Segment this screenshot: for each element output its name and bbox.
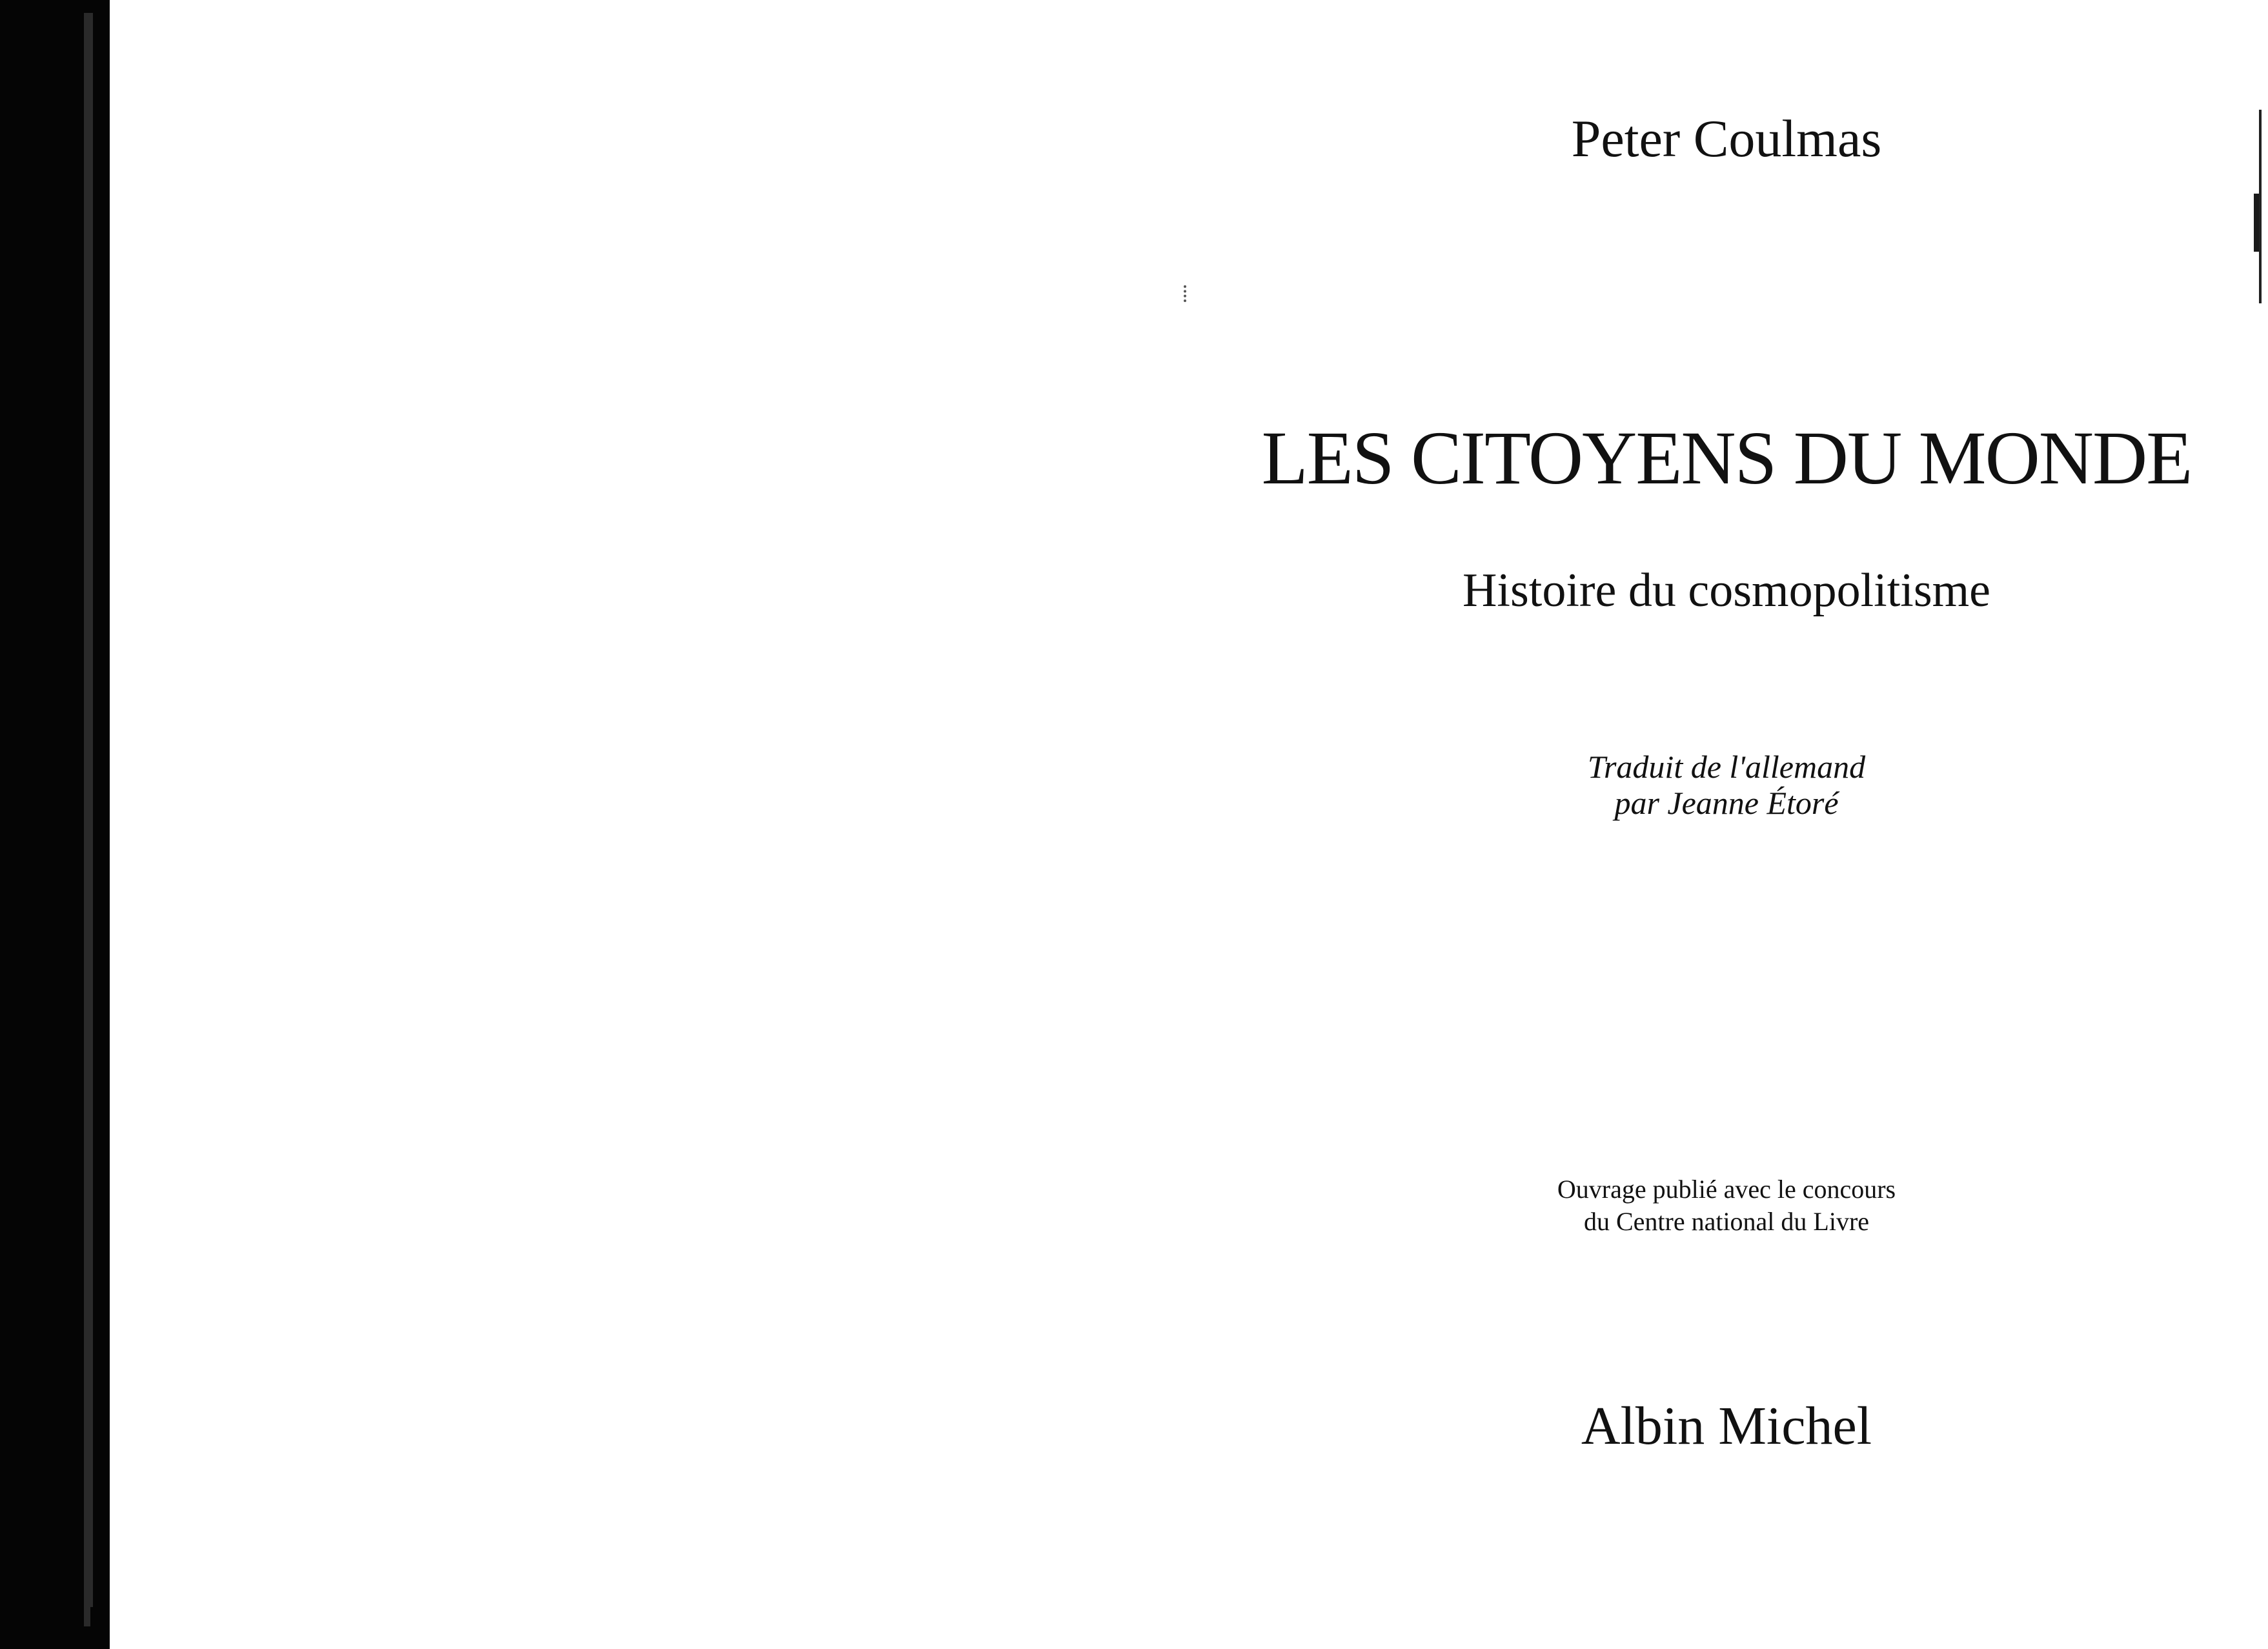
scan-binding-edge bbox=[0, 0, 110, 1649]
translation-line-1: Traduit de l'allemand bbox=[1587, 749, 1866, 785]
support-note-line-1: Ouvrage publié avec le concours bbox=[1557, 1175, 1896, 1204]
scan-right-edge-mark bbox=[2254, 194, 2259, 252]
author-name: Peter Coulmas bbox=[1571, 109, 1882, 168]
translation-credit bbox=[1259, 749, 2194, 821]
binding-edge-highlight bbox=[84, 13, 93, 1626]
binding-edge-foot bbox=[90, 1607, 110, 1649]
book-title: LES CITOYENS DU MONDE bbox=[1261, 416, 2192, 500]
book-subtitle: Histoire du cosmopolitisme bbox=[1462, 564, 1991, 617]
stray-dot-mark bbox=[1184, 285, 1189, 302]
support-note-line-2: du Centre national du Livre bbox=[1583, 1207, 1870, 1236]
translation-line-2: par Jeanne Étoré bbox=[1614, 785, 1839, 821]
support-note bbox=[1259, 1173, 2194, 1238]
scan-right-edge bbox=[2259, 110, 2262, 303]
publisher-name: Albin Michel bbox=[1581, 1396, 1872, 1456]
